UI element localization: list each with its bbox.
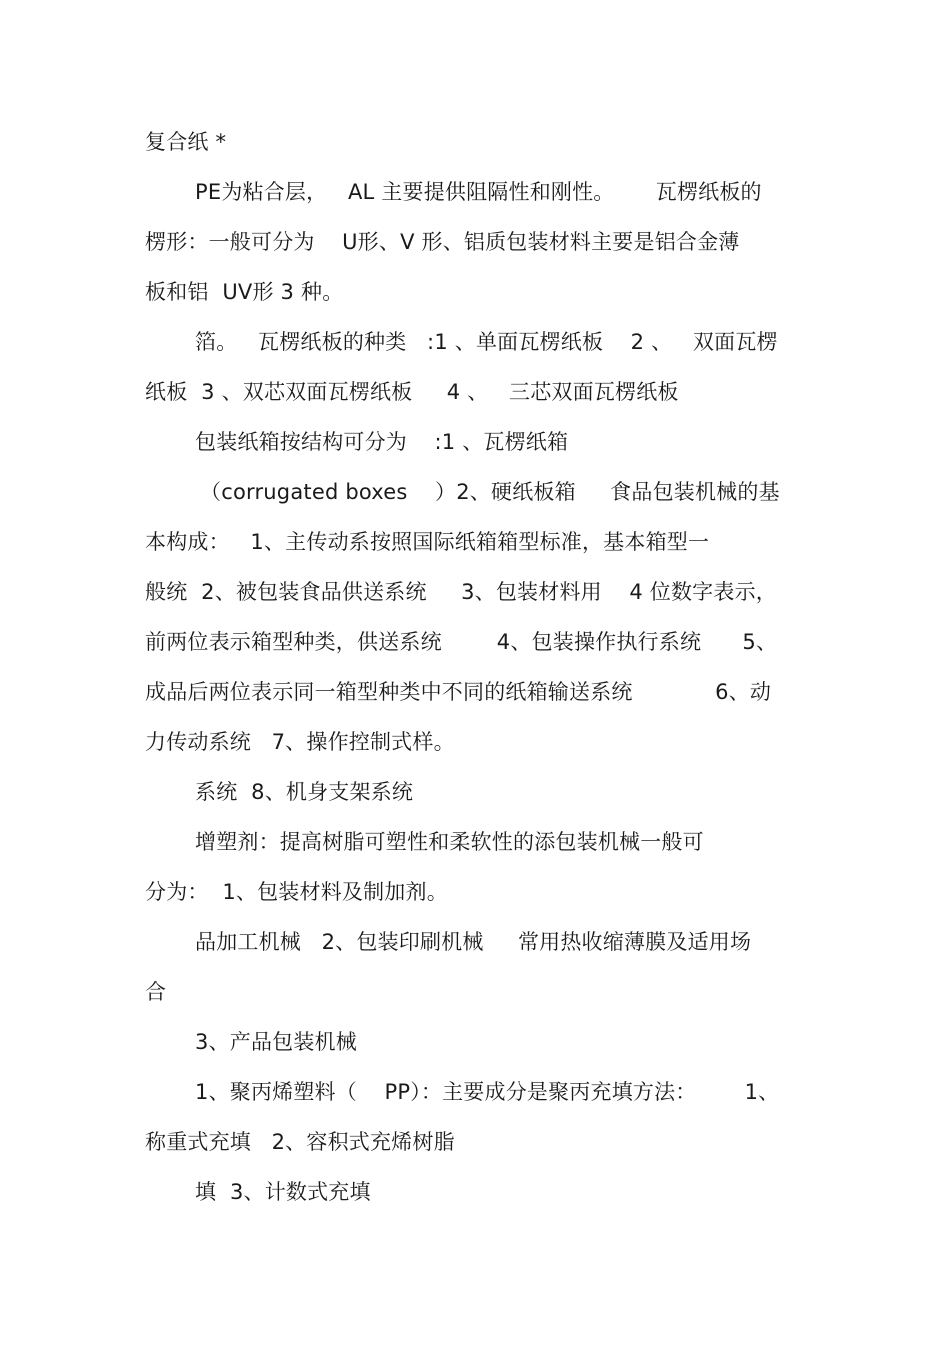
text-line-12: 成品后两位表示同一箱型种类中不同的纸箱输送系统 6、动 xyxy=(145,680,772,704)
text-line-21: 称重式充填 2、容积式充烯树脂 xyxy=(145,1130,455,1154)
text-line-3: 楞形：一般可分为 U形、V 形、铝质包装材料主要是铝合金薄 xyxy=(145,230,740,254)
text-line-2: PE为粘合层， AL 主要提供阻隔性和刚性。 瓦楞纸板的 xyxy=(195,180,762,204)
text-line-7: 包装纸箱按结构可分为 :1 、瓦楞纸箱 xyxy=(195,430,569,454)
text-line-1: 复合纸 * xyxy=(145,130,227,154)
text-line-16: 分为： 1、包装材料及制加剂。 xyxy=(145,880,448,904)
text-line-10: 般统 2、被包装食品供送系统 3、包装材料用 4 位数字表示， xyxy=(145,580,777,604)
text-line-17: 品加工机械 2、包装印刷机械 常用热收缩薄膜及适用场 xyxy=(195,930,752,954)
text-line-22: 填 3、计数式充填 xyxy=(195,1180,371,1204)
text-line-6: 纸板 3 、双芯双面瓦楞纸板 4 、 三芯双面瓦楞纸板 xyxy=(145,380,679,404)
text-line-13: 力传动系统 7、操作控制式样。 xyxy=(145,730,455,754)
text-line-9: 本构成： 1、主传动系按照国际纸箱箱型标准，基本箱型一 xyxy=(145,530,710,554)
text-line-4: 板和铝 UV形 3 种。 xyxy=(145,280,344,304)
text-line-20: 1、聚丙烯塑料（ PP）：主要成分是聚丙充填方法： 1、 xyxy=(195,1080,780,1104)
text-line-18: 合 xyxy=(145,980,167,1004)
text-line-8: （corrugated boxes ）2、硬纸板箱 食品包装机械的基 xyxy=(200,480,780,504)
text-line-15: 增塑剂：提高树脂可塑性和柔软性的添包装机械一般可 xyxy=(195,830,704,854)
text-line-11: 前两位表示箱型种类，供送系统 4、包装操作执行系统 5、 xyxy=(145,630,778,654)
text-line-14: 系统 8、机身支架系统 xyxy=(195,780,414,804)
text-line-19: 3、产品包装机械 xyxy=(195,1030,357,1054)
text-line-5: 箔。 瓦楞纸板的种类 :1 、单面瓦楞纸板 2 、 双面瓦楞 xyxy=(195,330,778,354)
